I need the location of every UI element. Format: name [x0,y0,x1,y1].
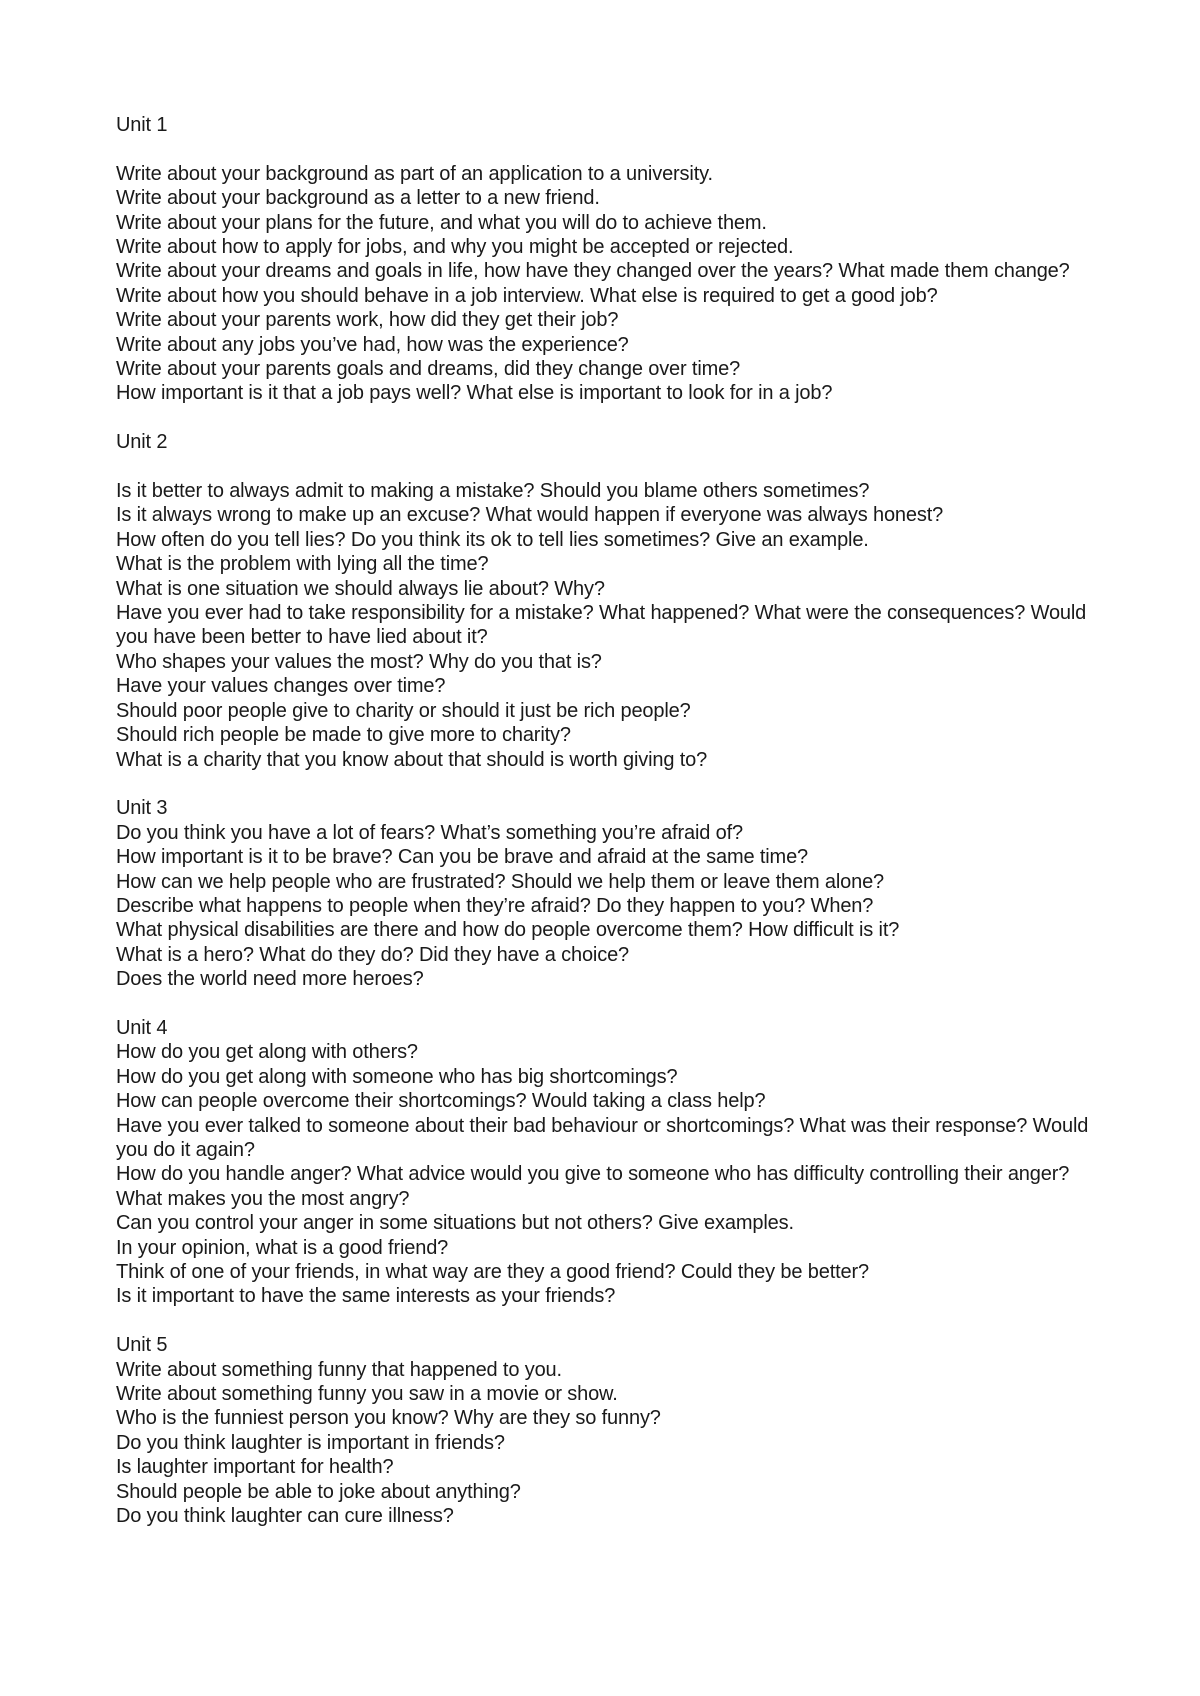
prompt-item: How do you handle anger? What advice would you give to someone who has difficulty controlling their anger? [116,1163,1070,1186]
prompt-item: How important is it to be brave? Can you be brave and afraid at the same time? [116,846,809,869]
prompt-item: Write about how you should behave in a job interview. What else is required to get a good job? [116,284,938,307]
prompt-item: How do you get along with someone who has big shortcomings? [116,1065,678,1088]
prompt-item: What is a hero? What do they do? Did they have a choice? [116,943,630,966]
prompt-item: What physical disabilities are there and how do people overcome them? How difficult is it? [116,919,900,942]
prompt-item: In your opinion, what is a good friend? [116,1236,449,1259]
prompt-item: Do you think laughter can cure illness? [116,1505,454,1528]
unit-5-prompt-list [116,1358,1116,1529]
unit-2-heading: Unit 2 [116,431,168,454]
unit-1-section [116,113,1116,406]
unit-2-section [116,430,1116,772]
unit-5-section [116,1333,1116,1528]
prompt-item: Write about your plans for the future, and what you will do to achieve them. [116,211,767,234]
prompt-item: How often do you tell lies? Do you think its ok to tell lies sometimes? Give an example. [116,528,869,551]
unit-4-section [116,1016,1116,1309]
prompt-item: What is one situation we should always lie about? Why? [116,577,605,600]
unit-1-prompt-list [116,162,1116,406]
prompt-item: Can you control your anger in some situations but not others? Give examples. [116,1212,794,1235]
prompt-item: Think of one of your friends, in what way are they a good friend? Could they be better? [116,1261,869,1284]
prompt-item: How important is it that a job pays well? What else is important to look for in a job? [116,382,833,405]
prompt-item: Who is the funniest person you know? Why are they so funny? [116,1407,661,1430]
prompt-item: Have your values changes over time? [116,675,446,698]
prompt-item: Is laughter important for health? [116,1456,394,1479]
prompt-item: Do you think you have a lot of fears? What’s something you’re afraid of? [116,821,743,844]
prompt-item: How can people overcome their shortcomings? Would taking a class help? [116,1090,766,1113]
prompt-item: Describe what happens to people when they’re afraid? Do they happen to you? When? [116,894,874,917]
prompt-item: Should people be able to joke about anything? [116,1480,521,1503]
prompt-item: Should rich people be made to give more to charity? [116,724,571,747]
unit-5-heading: Unit 5 [116,1334,168,1357]
prompt-item: Do you think laughter is important in friends? [116,1431,505,1454]
prompt-item: How do you get along with others? [116,1041,418,1064]
prompt-item: Write about something funny you saw in a movie or show. [116,1383,618,1406]
unit-3-prompt-list [116,821,1116,992]
prompt-item: What is the problem with lying all the time? [116,553,489,576]
prompt-item: Write about any jobs you’ve had, how was the experience? [116,333,629,356]
unit-3-heading: Unit 3 [116,797,168,820]
unit-4-prompt-list [116,1040,1116,1308]
unit-2-prompt-list [116,479,1116,772]
unit-3-section [116,796,1116,991]
prompt-item: Who shapes your values the most? Why do you that is? [116,650,602,673]
prompt-item: Does the world need more heroes? [116,968,424,991]
unit-1-heading: Unit 1 [116,114,168,136]
prompt-item: Write about your background as part of an application to a university. [116,162,713,185]
prompt-item: What makes you the most angry? [116,1187,410,1210]
prompt-item: Have you ever talked to someone about their bad behaviour or shortcomings? What was their response? Would you do it again? [116,1114,1089,1161]
prompt-item: Is it better to always admit to making a mistake? Should you blame others sometimes? [116,480,870,503]
prompt-item: Write about your parents goals and dreams, did they change over time? [116,358,741,381]
prompt-item: Write about something funny that happened to you. [116,1358,562,1381]
prompt-item: How can we help people who are frustrated? Should we help them or leave them alone? [116,870,885,893]
prompt-item: Write about how to apply for jobs, and why you might be accepted or rejected. [116,236,794,259]
prompt-item: Write about your parents work, how did they get their job? [116,309,619,332]
unit-4-heading: Unit 4 [116,1016,168,1039]
prompt-item: Have you ever had to take responsibility for a mistake? What happened? What were the consequences? Would you have been better to have lied about it? [116,602,1087,649]
prompt-item: Should poor people give to charity or should it just be rich people? [116,699,691,722]
prompt-item: Is it always wrong to make up an excuse? What would happen if everyone was always honest? [116,504,944,527]
prompt-item: Is it important to have the same interests as your friends? [116,1285,616,1308]
prompt-item: Write about your background as a letter to a new friend. [116,187,600,210]
prompt-item: What is a charity that you know about that should is worth giving to? [116,748,708,771]
document-page [116,113,1116,1553]
prompt-item: Write about your dreams and goals in life, how have they changed over the years? What made them change? [116,260,1070,283]
